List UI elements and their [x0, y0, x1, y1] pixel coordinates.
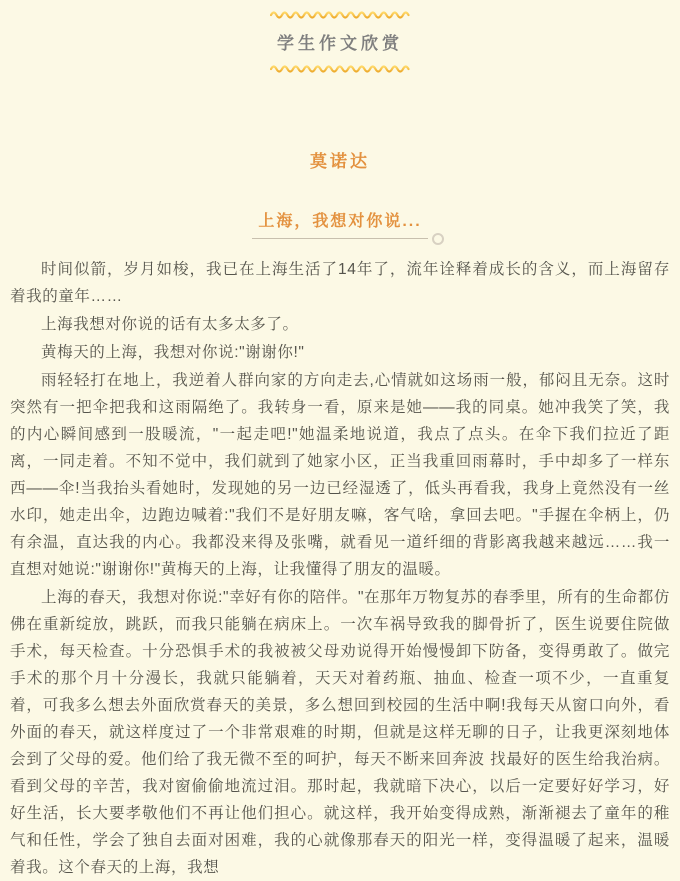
essay-paragraph: 上海我想对你说的话有太多太多了。 — [41, 316, 299, 333]
author-name: 莫诺达 — [310, 152, 370, 171]
essay-title: 上海，我想对你说... — [252, 208, 427, 239]
essay-paragraph: 上海的春天，我想对你说:"幸好有你的陪伴。"在那年万物复苏的春季里，所有的生命都仿佛在重新绽放，跳跃，而我只能躺在病床上。一次车祸导致我的脚骨折了，医生说要住院做手术，每天检查。十分恐惧手术的我被被父母劝说得开始慢慢卸下防备，变得勇敢了。做完手术的那个月十分漫长，我就只能躺着，天天对着药瓶、抽血、检查一项不少，一直重复着，可我多么想去外面欣赏春天的美景，多么想回到校园的生活中啊!我每天从窗口向外，看外面的春天，就这样度过了一个非常艰难的时期，但就是这样无聊的日子，让我更深刻地体会到了父母的爱。他们给了我无微不至的呵护，每天不断来回奔波 找最好的医生给我治病。看到父母的辛苦，我对窗偷偷地流过泪。那时起，我就暗下决心，以后一定要好好学习，好好生活，长大要孝敬他们不再让他们担心。就这样，我开始变得成熟，渐渐褪去了童年的稚气和任性，学会了独自去面对困难，我的心就像那春天的阳光一样，变得温暖了起来，温暖着我。这个春天的上海，我想 — [10, 589, 670, 876]
essay-paragraph: 时间似箭，岁月如梭，我已在上海生活了14年了，流年诠释着成长的含义，而上海留存着我的童年…… — [10, 261, 670, 305]
essay-title-block — [0, 208, 680, 239]
wave-divider-top-icon — [270, 9, 410, 19]
wave-divider-bottom-icon — [270, 63, 410, 73]
section-header — [0, 0, 680, 73]
ring-icon — [432, 233, 444, 245]
essay-paragraph: 黄梅天的上海，我想对你说:"谢谢你!" — [41, 344, 305, 361]
essay-paragraph: 雨轻轻打在地上，我逆着人群向家的方向走去,心情就如这场雨一般，郁闷且无奈。这时 突然有一把伞把我和这雨隔绝了。我转身一看，原来是她——我的同桌。她冲我笑了笑，我的内心瞬间感到一股暖流，"一起走吧!"她温柔地说道，我点了点头。在伞下我们拉近了距离，一同走着。不知不觉中，我们就到了她家小区，正当我重回雨幕时，手中却多了一样东西——伞!当我抬头看她时，发现她的另一边已经湿透了，低头再看我，我身上竟然没有一丝水印，她走出伞，边跑边喊着:"我们不是好朋友嘛，客气啥，拿回去吧。"手握在伞柄上，仍有余温，直达我的内心。我都没来得及张嘴，就看见一道纤细的背影离我越来越远……我一直想对她说:"谢谢你!"黄梅天的上海，让我懂得了朋友的温暖。 — [10, 372, 670, 578]
section-title: 学生作文欣赏 — [277, 34, 403, 53]
essay-body — [0, 256, 680, 881]
essay-title-wrap — [252, 208, 427, 239]
